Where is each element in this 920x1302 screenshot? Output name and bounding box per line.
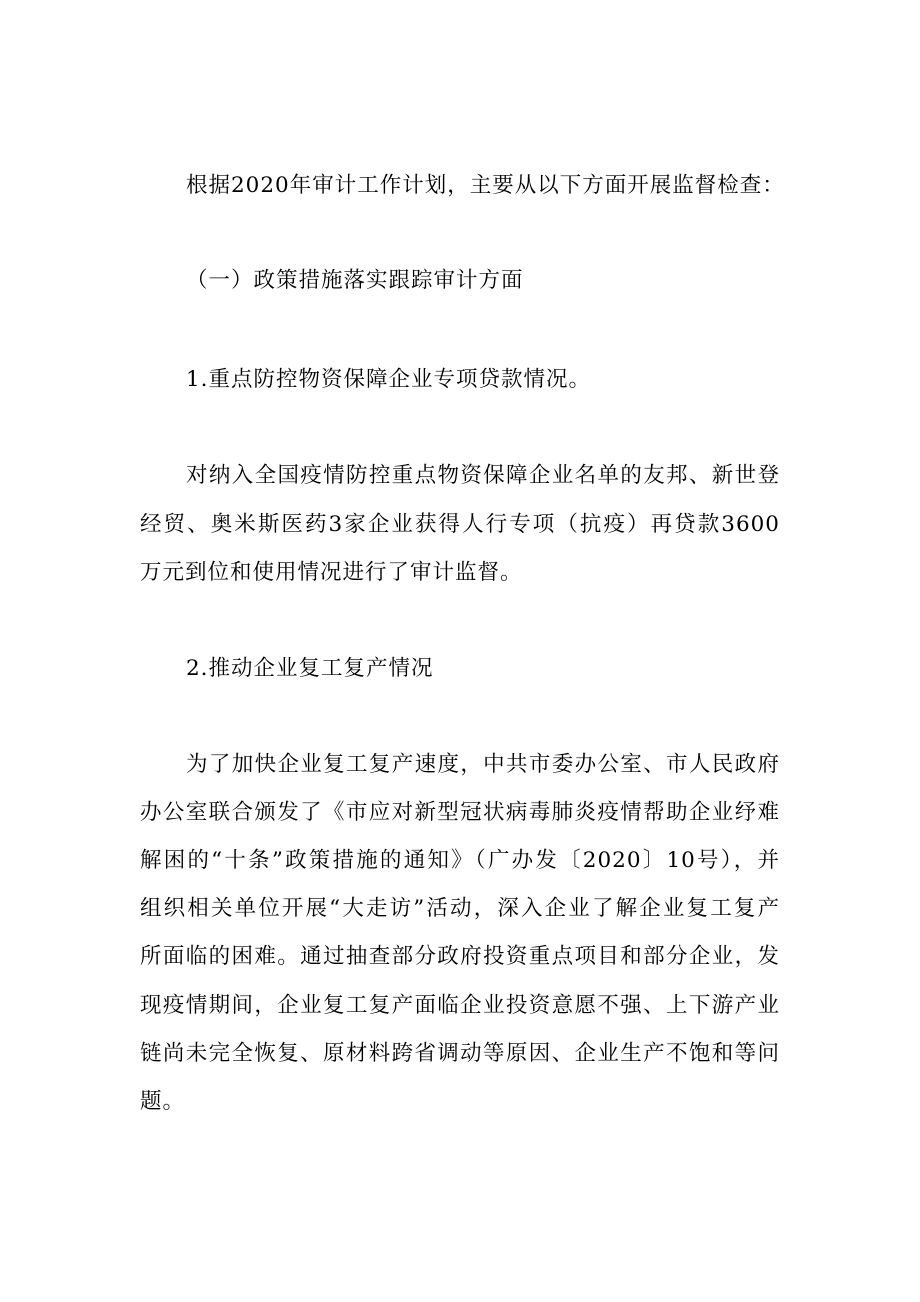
item-2-body-line: 链尚未完全恢复、原材料跨省调动等原因、企业生产不饱和等问 [140,1041,780,1066]
item-2-body-line: 题。 [140,1089,186,1114]
item-1-title: 1.重点防控物资保障企业专项贷款情况。 [186,367,592,392]
item-1-body-line: 经贸、奥米斯医药3家企业获得人行专项（抗疫）再贷款3600 [140,512,780,537]
section-heading: （一）政策措施落实跟踪审计方面 [186,268,524,293]
item-2-body-line: 现疫情期间，企业复工复产面临企业投资意愿不强、上下游产业 [140,993,780,1018]
item-2-body-line: 为了加快企业复工复产速度，中共市委办公室、市人民政府 [186,752,780,777]
intro-paragraph: 根据2020年审计工作计划，主要从以下方面开展监督检查： [186,173,785,198]
item-1-body-line: 对纳入全国疫情防控重点物资保障企业名单的友邦、新世登 [186,463,780,488]
item-2-body-line: 所面临的困难。通过抽查部分政府投资重点项目和部分企业，发 [140,944,780,969]
item-1-body-line: 万元到位和使用情况进行了审计监督。 [140,560,523,585]
item-2-body-line: 组织相关单位开展“大走访”活动，深入企业了解企业复工复产 [140,896,780,921]
item-2-body-line: 办公室联合颁发了《市应对新型冠状病毒肺炎疫情帮助企业纾难 [140,800,780,825]
item-2-body-line: 解困的“十条”政策措施的通知》（广办发〔2020〕10号），并 [140,848,780,873]
item-2-title: 2.推动企业复工复产情况 [186,656,434,681]
